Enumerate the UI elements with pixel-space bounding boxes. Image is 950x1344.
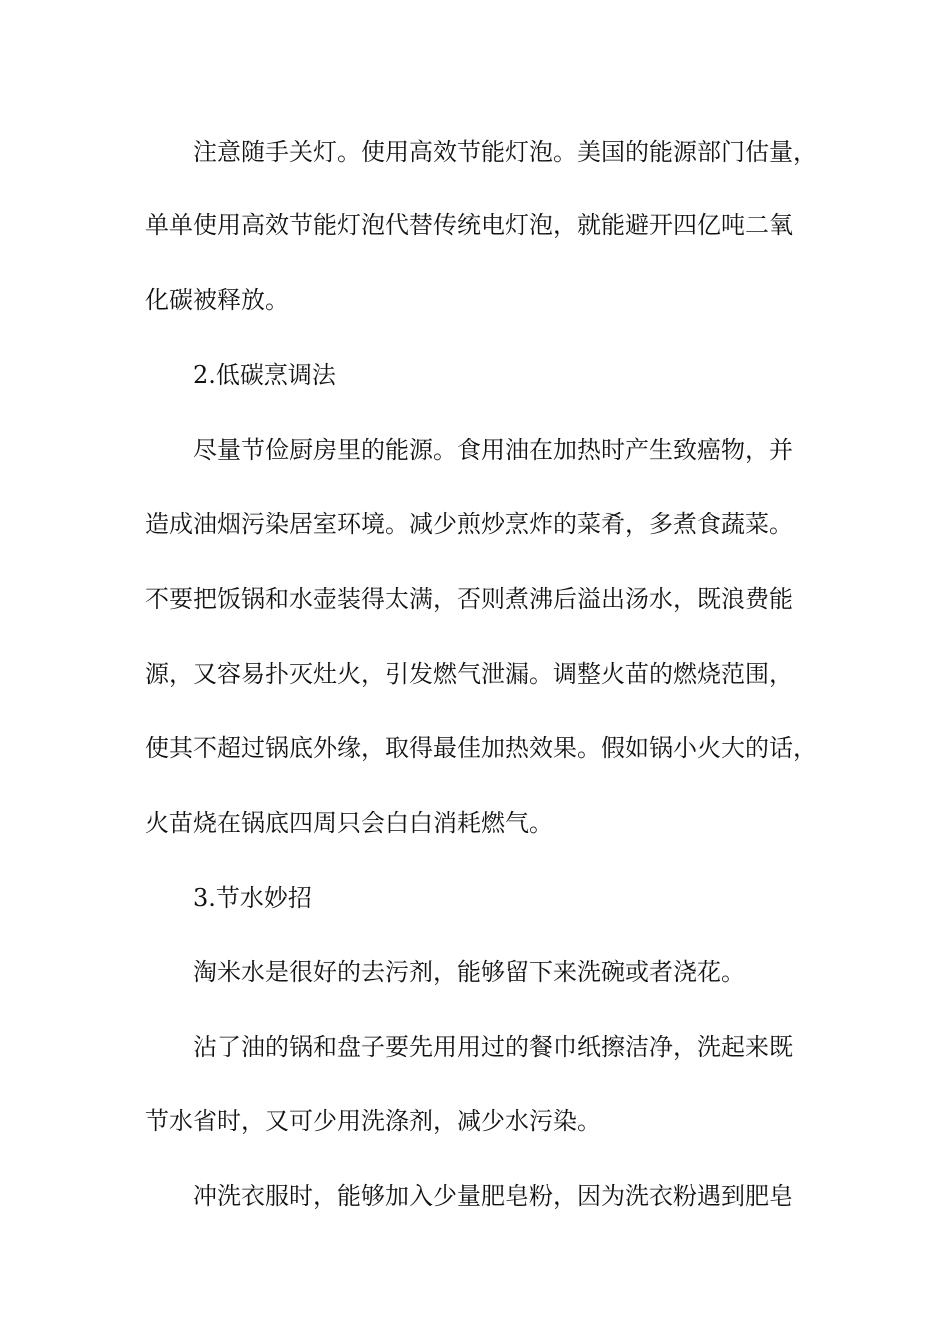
paragraph-line: 淘米水是很好的去污剂，能够留下来洗碗或者浇花。: [193, 958, 745, 986]
paragraph-line: 沾了油的锅和盘子要先用用过的餐巾纸擦洁净，洗起来既: [193, 1033, 793, 1061]
paragraph-line: 源，又容易扑灭灶火，引发燃气泄漏。调整火苗的燃烧范围，: [145, 660, 793, 688]
paragraph-line: 节水省时，又可少用洗涤剂，减少水污染。: [145, 1107, 601, 1135]
paragraph-line: 单单使用高效节能灯泡代替传统电灯泡，就能避开四亿吨二氧: [145, 211, 793, 239]
paragraph-line: 化碳被释放。: [145, 286, 289, 314]
paragraph-line: 造成油烟污染居室环境。减少煎炒烹炸的菜肴，多煮食蔬菜。: [145, 510, 793, 538]
paragraph-line: 注意随手关灯。使用高效节能灯泡。美国的能源部门估量，: [193, 138, 817, 166]
paragraph-line: 火苗烧在锅底四周只会白白消耗燃气。: [145, 809, 553, 837]
paragraph-line: 冲洗衣服时，能够加入少量肥皂粉，因为洗衣粉遇到肥皂: [193, 1182, 793, 1210]
paragraph-line: 不要把饭锅和水壶装得太满，否则煮沸后溢出汤水，既浪费能: [145, 585, 793, 613]
paragraph-line: 尽量节俭厨房里的能源。食用油在加热时产生致癌物，并: [193, 436, 793, 464]
section-heading: 3.节水妙招: [193, 884, 312, 912]
section-heading: 2.低碳烹调法: [193, 361, 336, 389]
paragraph-line: 使其不超过锅底外缘，取得最佳加热效果。假如锅小火大的话，: [145, 734, 817, 762]
